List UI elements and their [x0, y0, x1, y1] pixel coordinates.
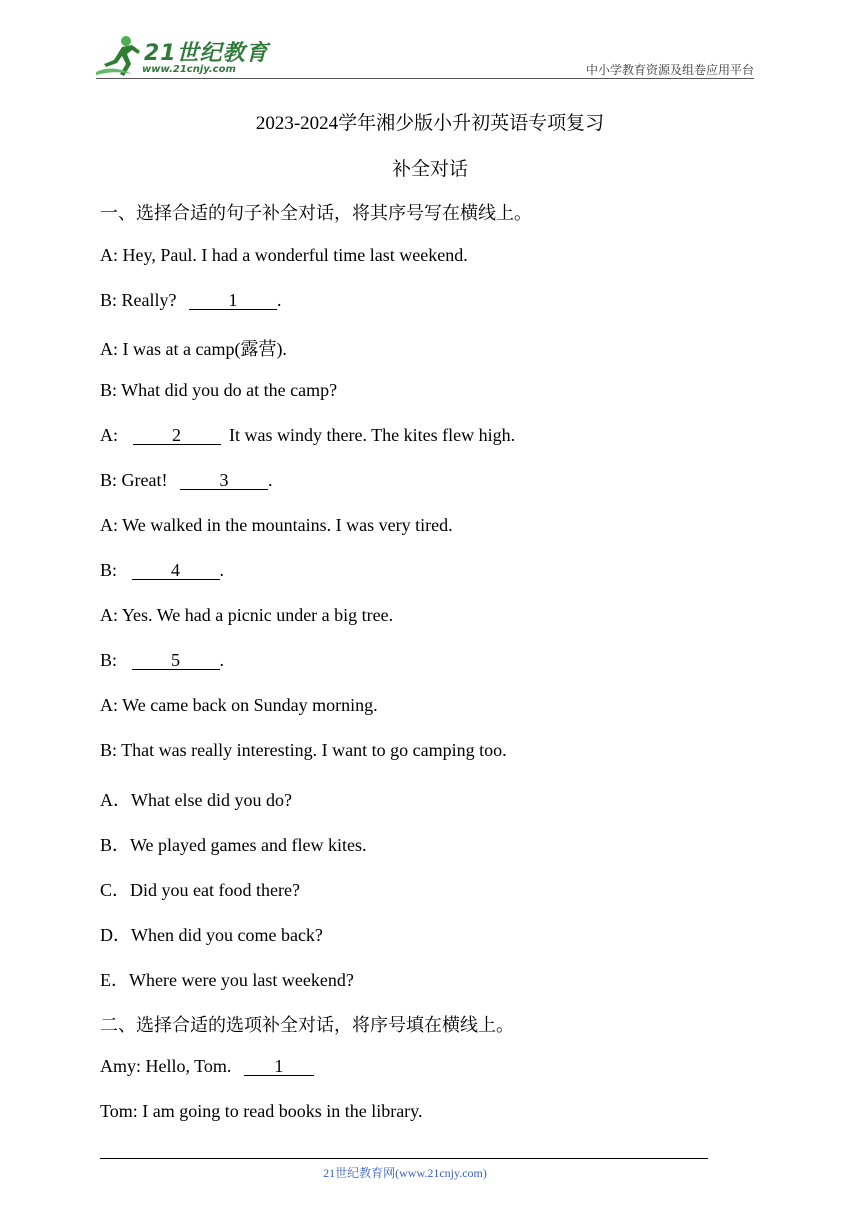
logo-url: www.21cnjy.com [142, 64, 236, 75]
dialogue-line: B: What did you do at the camp? [100, 380, 338, 400]
dialogue-line: B: 4 . [100, 560, 225, 580]
section2-heading: 二、选择合适的选项补全对话，将序号填在横线上。 [100, 1015, 514, 1036]
dialogue-line: B: 5 . [100, 650, 225, 670]
logo-text: 21世纪教育 [144, 41, 269, 66]
answer-blank[interactable]: 5 [132, 651, 220, 670]
dialogue-line: Tom: I am going to read books in the library. [100, 1101, 423, 1121]
dialogue-line: B: Great! 3 . [100, 470, 273, 490]
answer-blank[interactable]: 1 [189, 291, 277, 310]
answer-blank[interactable]: 2 [133, 426, 221, 445]
page-subtitle: 补全对话 [391, 159, 468, 180]
logo [92, 34, 269, 78]
dialogue-line: A: We came back on Sunday morning. [100, 695, 378, 715]
option-a: A．What else did you do? [100, 790, 292, 810]
header-tagline: 中小学教育资源及组卷应用平台 [585, 63, 754, 77]
answer-blank[interactable]: 3 [180, 471, 268, 490]
page-header [0, 0, 860, 90]
option-e: E．Where were you last weekend? [100, 970, 354, 990]
dialogue-line: A: Hey, Paul. I had a wonderful time last weekend. [100, 245, 468, 265]
page-footer: 21世纪教育网(www.21cnjy.com) [323, 1166, 487, 1180]
answer-blank[interactable]: 4 [132, 561, 220, 580]
runner-logo-icon [92, 34, 144, 78]
dialogue-line: A: Yes. We had a picnic under a big tree. [100, 605, 394, 625]
dialogue-line: Amy: Hello, Tom. 1 [100, 1056, 314, 1077]
header-divider [96, 78, 754, 79]
footer-divider [100, 1158, 708, 1159]
option-b: B．We played games and flew kites. [100, 835, 367, 855]
page-title: 2023-2024学年湘少版小升初英语专项复习 [255, 113, 605, 134]
dialogue-line: A: 2 It was windy there. The kites flew high. [100, 425, 516, 445]
answer-blank[interactable]: 1 [244, 1057, 314, 1076]
dialogue-line: A: I was at a camp(露营). [100, 339, 287, 359]
section1-heading: 一、选择合适的句子补全对话，将其序号写在横线上。 [100, 203, 532, 224]
dialogue-line: A: We walked in the mountains. I was very tired. [100, 515, 453, 535]
dialogue-line: B: That was really interesting. I want to go camping too. [100, 740, 507, 760]
option-d: D．When did you come back? [100, 925, 323, 945]
dialogue-line: B: Really? 1 . [100, 290, 282, 310]
option-c: C．Did you eat food there? [100, 880, 300, 900]
